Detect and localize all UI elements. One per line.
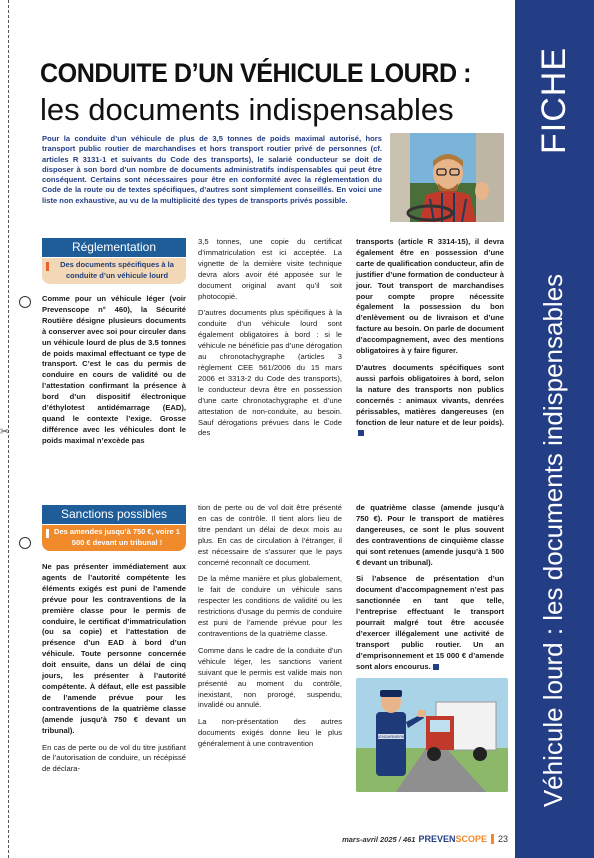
end-mark-icon — [433, 664, 439, 670]
sidebar-vertical-title: Véhicule lourd : les documents indispensables — [538, 273, 569, 807]
paragraph: 3,5 tonnes, une copie du certificat d’immatriculation est ici acceptée. La vignette de la dernière visite technique devra alors avoir été apposée sur le document original avant qu’il soit photocopié. — [198, 237, 342, 301]
section2-column2 — [198, 503, 342, 756]
binder-hole — [19, 537, 31, 549]
section-heading-reglementation: Réglementation — [42, 238, 186, 257]
accent-bar — [46, 529, 49, 538]
binder-hole — [19, 296, 31, 308]
section2-column3 — [356, 503, 504, 679]
page-subtitle: les documents indispensables — [40, 92, 454, 127]
paragraph: La non-présentation des autres documents exigés donne lieu le plus généralement à une contravention — [198, 717, 342, 749]
footer-issue: mars-avril 2025 / 461 — [342, 834, 416, 844]
section2-column1 — [42, 562, 186, 781]
page-title: CONDUITE D’UN VÉHICULE LOURD : — [40, 58, 472, 88]
end-mark-icon — [358, 430, 364, 436]
paragraph: D’autres documents spécifiques sont aussi parfois obligatoires à bord, selon la nature des transports non publics concernés : animaux vivants, denrées périssables, matières dangereuses (en fonction de leur nature et de leur poids). — [356, 363, 504, 439]
section-subheading-reglementation: Des documents spécifiques à la conduite d’un véhicule lourd — [42, 258, 186, 284]
intro-paragraph: Pour la conduite d’un véhicule de plus de 3,5 tonnes de poids maximal autorisé, hors transport public routier de marchandises et hors transport routier privé de personnes (cf. articles R 3131-1 et suivants du Code des transports), le salarié conducteur se doit de disposer à son bord d’un nombre de documents administratifs indispensables qui peut être conséquent. Certains sont nécessaires pour être en conformité avec la réglementation du Code de la route ou de textes spécifiques, d’autres sont simplement conseillés. En voici une liste non exhaustive, au vu de la multiplicité des types de transports privés possible. — [42, 134, 382, 205]
section-subheading-sanctions: Des amendes jusqu’à 750 €, voire 1 500 € devant un tribunal ! — [42, 525, 186, 551]
accent-bar — [46, 262, 49, 271]
scissors-icon: ✂ — [0, 425, 10, 438]
section1-column1 — [42, 294, 186, 453]
paragraph: tion de perte ou de vol doit être présenté en cas de contrôle. Il tient alors lieu de titre pendant un délai de deux mois au plus. En cas de circulation à l’étranger, il est nécessaire de s’assurer que le pays concerné reconnaît ce document. — [198, 503, 342, 567]
paragraph: Ne pas présenter immédiatement aux agents de l’autorité compétente les éléments exigés est puni de l’amende prévue pour les contraventions de la première classe pour le permis de conduire, le certificat d’immatriculation (ou sa copie) et l’attestation de présence d’un EAD à bord d’un véhicule. Toute personne concernée doit ensuite, dans un délai de cinq jours, les présenter à l’autorité compétente. À défaut, elle est passible de l’amende prévue pour les contraventions de la quatrième classe (amende jusqu’à 750 € devant un tribunal). — [42, 562, 186, 735]
sidebar-fiche-label: FICHE — [534, 46, 573, 154]
footer-brand: PREVENSCOPE — [418, 834, 487, 844]
section1-column2 — [198, 237, 342, 445]
paragraph: de quatrième classe (amende jusqu’à 750 €). Pour le transport de matières dangereuses, ce sont le plus souvent des contraventions de cinquième classe qui sont retenues (amende jusqu’à 1 500 € devant un tribunal). — [356, 503, 504, 567]
paragraph: De la même manière et plus globalement, le fait de conduire un véhicule sans respecter les conditions de validité ou les restrictions d’usage du permis de conduire est puni de l’amende prévue pour les contraventions de la quatrième classe. — [198, 574, 342, 638]
gendarmerie-badge-text: GENDARMERIE — [376, 734, 406, 739]
gendarme-truck-illustration — [356, 678, 508, 792]
page-number: 23 — [497, 834, 508, 844]
paragraph: transports (article R 3314-15), il devra également être en possession d’une carte de qualification conducteur, afin de justifier d’une formation de conducteur à jour. Tout transport de marchandises pour compte propre nécessite également la possession du bon d’enlèvement ou de livraison et d’une facture au besoin. On parle de document d’accompagnement, avec des mentions obligatoires à y faire figurer. — [356, 237, 504, 356]
section-heading-sanctions: Sanctions possibles — [42, 505, 186, 524]
paragraph: D’autres documents plus spécifiques à la conduite d’un véhicule lourd sont également obligatoires à bord : si le véhicule ne bénéficie pas d’une dérogation au chronotachygraphe (articles 3 règlement CEE 561/2006 du 15 mars 2006 et 3313-2 du Code des transports), le conducteur devra être en possession d’une carte chronotachygraphe et d’une attestation de non-conduite, au besoin. Sauf dérogations prévues dans le Code des — [198, 308, 342, 438]
paragraph: Comme dans le cadre de la conduite d’un véhicule léger, les sanctions varient suivant que le permis est valide mais non présenté au moment du contrôle, inexistant, non prorogé, suspendu, invalidé ou annulé. — [198, 645, 342, 710]
paragraph: Comme pour un véhicule léger (voir Prevenscope n° 460), la Sécurité Routière désigne plusieurs documents à conserver avec soi pour circuler dans un véhicule lourd de plus de 3.5 tonnes de poids maximal effectuant ce type de transport. C’est le cas du permis de conduire en cours de validité ou de l’attestation confirmant la présence à bord d’un dispositif électronique d’éthylotest antidémarrage (EAD), quand le contexte l’exige. Grosse différence avec les véhicules dont le poids maximal n’excède pas — [42, 294, 186, 445]
section1-column3 — [356, 237, 504, 445]
paragraph: Si l’absence de présentation d’un document d’accompagnement n’est pas sanctionnée en tant que telle, l’entreprise effectuant le transport pourrait malgré tout être accusée d’exercer illégalement une activité de transport public routier. Un an d’emprisonnement et 15 000 € d’amende sont alors encourus. — [356, 574, 504, 671]
paragraph: En cas de perte ou de vol du titre justifiant de l’autorisation de conduire, un récépissé de déclara- — [42, 742, 186, 774]
truck-driver-photo — [390, 133, 504, 222]
page-footer — [330, 831, 508, 847]
footer-separator — [491, 834, 494, 844]
